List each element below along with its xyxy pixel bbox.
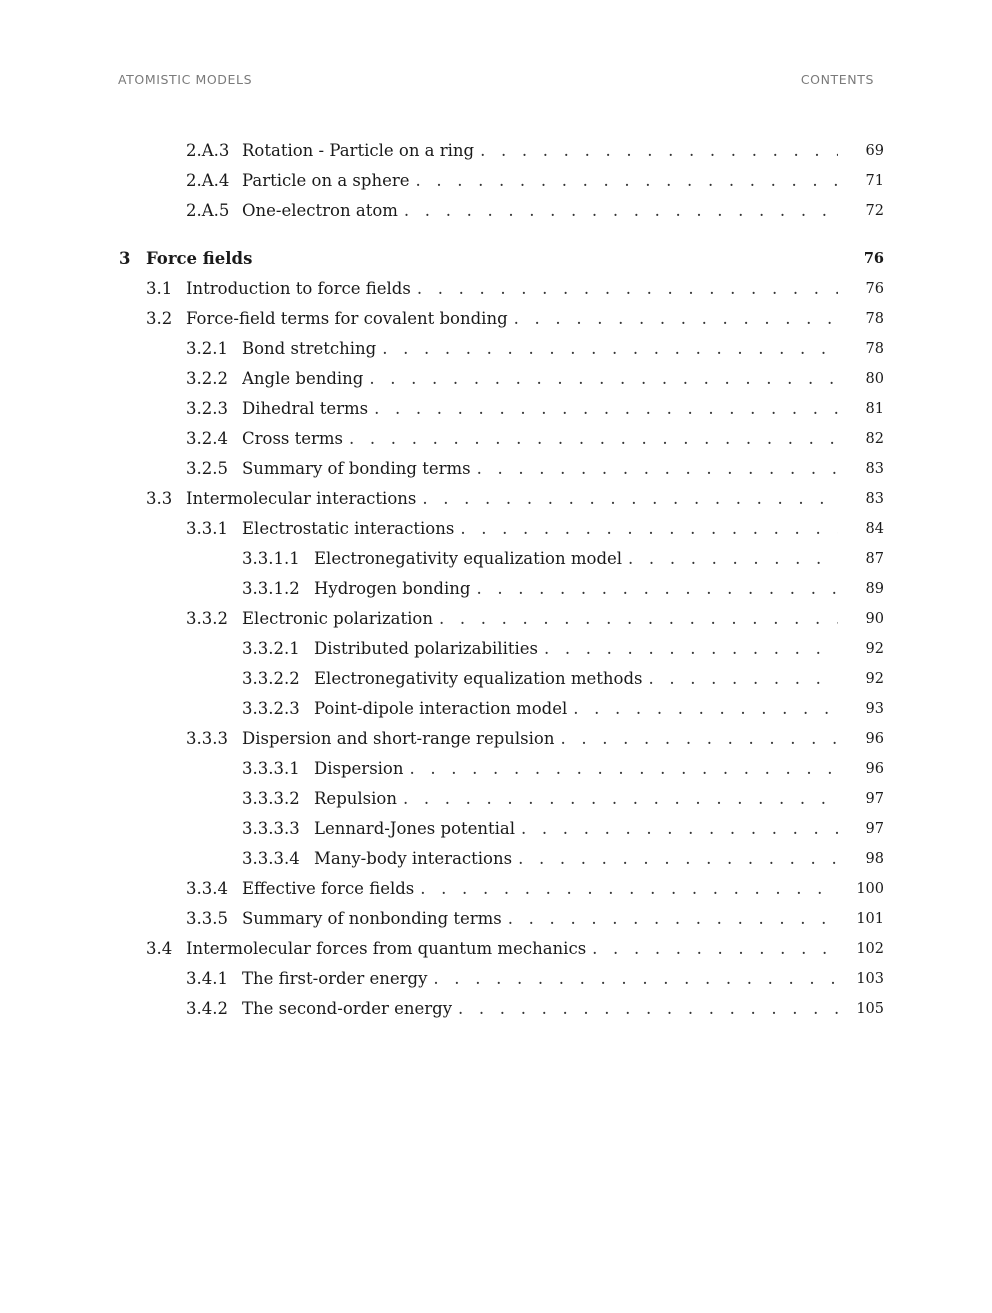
- toc-entry-page[interactable]: 80: [865, 371, 884, 387]
- toc-dot-leader: [349, 424, 838, 454]
- toc-entry[interactable]: [0, 724, 992, 754]
- toc-entry-line: [186, 274, 838, 304]
- toc-entry-page[interactable]: 78: [865, 341, 884, 357]
- toc-entry-page[interactable]: 90: [865, 611, 884, 627]
- toc-entry[interactable]: [0, 424, 992, 454]
- toc-dot-leader: [417, 274, 838, 304]
- toc-entry-title[interactable]: Dispersion and short-range repulsion: [242, 724, 560, 754]
- toc-dot-leader: [649, 664, 839, 694]
- toc-entry-title[interactable]: Effective force fields: [242, 874, 420, 904]
- toc-entry-line: [314, 754, 838, 784]
- toc-dot-leader: [592, 934, 838, 964]
- toc-entry-title[interactable]: Dihedral terms: [242, 394, 374, 424]
- toc-dot-leader: [460, 514, 838, 544]
- toc-entry-number: 3.2.1: [186, 339, 228, 358]
- toc-entry-line: [242, 964, 838, 994]
- toc-dot-leader: [573, 694, 838, 724]
- header-book-title: ATOMISTIC MODELS: [118, 72, 253, 87]
- toc-entry-line: [242, 904, 838, 934]
- toc-dot-leader: [480, 136, 838, 166]
- toc-entry[interactable]: [0, 634, 992, 664]
- toc-entry-line: [314, 574, 838, 604]
- toc-entry-number: 3.3.1: [186, 519, 228, 538]
- toc-entry-line: [242, 166, 838, 196]
- toc-entry[interactable]: [0, 814, 992, 844]
- toc-entry-title[interactable]: Particle on a sphere: [242, 166, 415, 196]
- toc-entry-page[interactable]: 83: [865, 491, 884, 507]
- toc-entry-number: 3.1: [146, 279, 173, 298]
- toc-entry-line: [314, 844, 838, 874]
- toc-entry-number: 2.A.5: [186, 201, 230, 220]
- toc-entry-page[interactable]: 100: [856, 881, 884, 897]
- toc-entry[interactable]: [0, 964, 992, 994]
- running-header: [118, 72, 874, 87]
- toc-entry[interactable]: [0, 484, 992, 514]
- toc-entry-page[interactable]: 84: [865, 521, 884, 537]
- toc-entry-page[interactable]: 78: [865, 311, 884, 327]
- toc-entry-line: [314, 634, 838, 664]
- toc-entry-title[interactable]: Cross terms: [242, 424, 349, 454]
- toc-entry-page[interactable]: 96: [865, 761, 884, 777]
- toc-entry-line: [242, 724, 838, 754]
- toc-entry-number: 3.3.1.1: [242, 549, 300, 568]
- toc-entry-number: 3.3.2.3: [242, 699, 300, 718]
- toc-entry-title[interactable]: Intermolecular forces from quantum mechanics: [186, 934, 592, 964]
- toc-entry-page[interactable]: 81: [865, 401, 884, 417]
- toc-entry-title[interactable]: Repulsion: [314, 784, 403, 814]
- toc-entry-line: [314, 784, 838, 814]
- toc-entry-title[interactable]: Angle bending: [242, 364, 369, 394]
- toc-dot-leader: [476, 574, 838, 604]
- toc-entry[interactable]: [0, 334, 992, 364]
- toc-entry-line: [242, 874, 838, 904]
- toc-entry-line: [314, 694, 838, 724]
- toc-entry-number: 3.3.3: [186, 729, 228, 748]
- toc-entry-title[interactable]: Hydrogen bonding: [314, 574, 476, 604]
- toc-entry-number: 3.3.2: [186, 609, 228, 628]
- toc-entry-page[interactable]: 97: [865, 821, 884, 837]
- toc-entry-title[interactable]: Point-dipole interaction model: [314, 694, 573, 724]
- toc-entry-number: 3.3.3.2: [242, 789, 300, 808]
- toc-entry-page[interactable]: 72: [865, 203, 884, 219]
- toc-entry[interactable]: [0, 784, 992, 814]
- toc-entry-title[interactable]: Electrostatic interactions: [242, 514, 460, 544]
- toc-entry-title[interactable]: Summary of nonbonding terms: [242, 904, 508, 934]
- toc-entry[interactable]: [0, 904, 992, 934]
- toc-entry-number: 3.2.2: [186, 369, 228, 388]
- toc-entry-title[interactable]: Distributed polarizabilities: [314, 634, 544, 664]
- toc-entry[interactable]: [0, 364, 992, 394]
- toc-entry-page[interactable]: 82: [865, 431, 884, 447]
- toc-entry-line: [242, 454, 838, 484]
- toc-entry-number: 3.3.3.1: [242, 759, 300, 778]
- toc-entry-page[interactable]: 105: [856, 1001, 884, 1017]
- toc-entry[interactable]: [0, 454, 992, 484]
- toc-entry-number: 3.3.2.2: [242, 669, 300, 688]
- toc-entry-line: [242, 196, 838, 226]
- toc-entry-line: [242, 394, 838, 424]
- toc-entry-title[interactable]: The first-order energy: [242, 964, 433, 994]
- toc-entry-page[interactable]: 83: [865, 461, 884, 477]
- table-of-contents: [0, 136, 992, 1024]
- toc-entry-title[interactable]: Summary of bonding terms: [242, 454, 477, 484]
- toc-entry-line: [186, 304, 838, 334]
- toc-entry-line: [186, 484, 838, 514]
- toc-dot-leader: [422, 484, 838, 514]
- toc-dot-leader: [433, 964, 838, 994]
- toc-entry-page[interactable]: 69: [865, 143, 884, 159]
- toc-entry-page[interactable]: 87: [865, 551, 884, 567]
- toc-entry[interactable]: [0, 994, 992, 1024]
- toc-entry-page[interactable]: 89: [865, 581, 884, 597]
- toc-entry-title[interactable]: Electronic polarization: [242, 604, 439, 634]
- toc-entry-page[interactable]: 92: [865, 641, 884, 657]
- toc-entry-page[interactable]: 93: [865, 701, 884, 717]
- toc-entry-title[interactable]: Force-field terms for covalent bonding: [186, 304, 514, 334]
- toc-dot-leader: [514, 304, 838, 334]
- toc-dot-leader: [544, 634, 838, 664]
- toc-entry-page[interactable]: 76: [863, 250, 884, 267]
- toc-entry[interactable]: [0, 934, 992, 964]
- toc-entry[interactable]: [0, 514, 992, 544]
- toc-entry-page[interactable]: 103: [856, 971, 884, 987]
- toc-entry-number: 2.A.3: [186, 141, 230, 160]
- toc-entry[interactable]: [0, 394, 992, 424]
- toc-entry-title[interactable]: Intermolecular interactions: [186, 484, 422, 514]
- toc-entry-number: 2.A.4: [186, 171, 230, 190]
- toc-entry[interactable]: [0, 274, 992, 304]
- toc-entry-page[interactable]: 101: [856, 911, 884, 927]
- toc-entry-line: [242, 334, 838, 364]
- toc-dot-leader: [521, 814, 838, 844]
- toc-entry-title[interactable]: Many-body interactions: [314, 844, 518, 874]
- toc-entry[interactable]: [0, 874, 992, 904]
- toc-entry-page[interactable]: 92: [865, 671, 884, 687]
- toc-dot-leader: [374, 394, 838, 424]
- toc-entry-title[interactable]: Force fields: [146, 244, 258, 274]
- toc-dot-leader: [410, 754, 839, 784]
- toc-dot-leader: [628, 544, 838, 574]
- toc-dot-leader: [560, 724, 838, 754]
- toc-entry[interactable]: [0, 166, 992, 196]
- toc-entry-number: 3.3.5: [186, 909, 228, 928]
- toc-entry-title[interactable]: Electronegativity equalization model: [314, 544, 628, 574]
- toc-entry-line: [314, 544, 838, 574]
- toc-entry[interactable]: [0, 664, 992, 694]
- toc-entry-number: 3.4.2: [186, 999, 228, 1018]
- toc-dot-leader: [518, 844, 838, 874]
- toc-entry[interactable]: [0, 544, 992, 574]
- toc-entry[interactable]: [0, 304, 992, 334]
- toc-entry[interactable]: [0, 604, 992, 634]
- toc-entry-line: [242, 136, 838, 166]
- toc-entry[interactable]: [0, 844, 992, 874]
- toc-entry-number: 3.2.5: [186, 459, 228, 478]
- toc-entry-page[interactable]: 96: [865, 731, 884, 747]
- toc-entry[interactable]: [0, 136, 992, 166]
- toc-entry-title[interactable]: Rotation - Particle on a ring: [242, 136, 480, 166]
- toc-entry-number: 3.4.1: [186, 969, 228, 988]
- toc-dot-leader: [439, 604, 838, 634]
- toc-entry-line: [242, 514, 838, 544]
- toc-dot-leader: [404, 196, 838, 226]
- toc-entry-title[interactable]: The second-order energy: [242, 994, 458, 1024]
- toc-dot-leader: [415, 166, 838, 196]
- toc-entry-number: 3.2.3: [186, 399, 228, 418]
- toc-entry-number: 3.3.3.3: [242, 819, 300, 838]
- toc-entry-title[interactable]: Introduction to force fields: [186, 274, 417, 304]
- toc-dot-leader: [477, 454, 838, 484]
- toc-dot-leader: [382, 334, 838, 364]
- toc-entry-line: [242, 424, 838, 454]
- toc-entry-title[interactable]: Bond stretching: [242, 334, 382, 364]
- toc-entry-title[interactable]: Dispersion: [314, 754, 410, 784]
- toc-entry-number: 3.3.2.1: [242, 639, 300, 658]
- toc-entry-title[interactable]: One-electron atom: [242, 196, 404, 226]
- toc-entry-line: [314, 814, 838, 844]
- toc-entry-page[interactable]: 76: [865, 281, 884, 297]
- toc-entry-line: [146, 244, 838, 274]
- toc-entry[interactable]: [0, 694, 992, 724]
- toc-entry-number: 3.3.4: [186, 879, 228, 898]
- toc-entry-number: 3.2: [146, 309, 173, 328]
- toc-entry-number: 3.4: [146, 939, 173, 958]
- toc-entry-page[interactable]: 71: [865, 173, 884, 189]
- toc-entry[interactable]: [0, 574, 992, 604]
- toc-dot-leader: [369, 364, 838, 394]
- toc-entry[interactable]: [0, 754, 992, 784]
- toc-dot-leader: [420, 874, 838, 904]
- toc-entry-line: [314, 664, 838, 694]
- toc-entry[interactable]: [0, 196, 992, 226]
- toc-dot-leader: [403, 784, 838, 814]
- toc-entry-line: [186, 934, 838, 964]
- toc-dot-leader: [458, 994, 838, 1024]
- toc-entry-number: 3.3.1.2: [242, 579, 300, 598]
- toc-entry-title[interactable]: Electronegativity equalization methods: [314, 664, 649, 694]
- toc-chapter-entry[interactable]: [0, 244, 992, 274]
- toc-entry-page[interactable]: 98: [865, 851, 884, 867]
- toc-entry-number: 3.3: [146, 489, 173, 508]
- toc-entry-page[interactable]: 102: [856, 941, 884, 957]
- toc-entry-number: 3.2.4: [186, 429, 228, 448]
- toc-entry-line: [242, 604, 838, 634]
- toc-entry-number: 3: [119, 249, 131, 268]
- toc-entry-page[interactable]: 97: [865, 791, 884, 807]
- toc-entry-line: [242, 994, 838, 1024]
- toc-entry-number: 3.3.3.4: [242, 849, 300, 868]
- toc-entry-line: [242, 364, 838, 394]
- toc-dot-leader: [508, 904, 838, 934]
- header-section-title: CONTENTS: [800, 72, 874, 87]
- toc-entry-title[interactable]: Lennard-Jones potential: [314, 814, 521, 844]
